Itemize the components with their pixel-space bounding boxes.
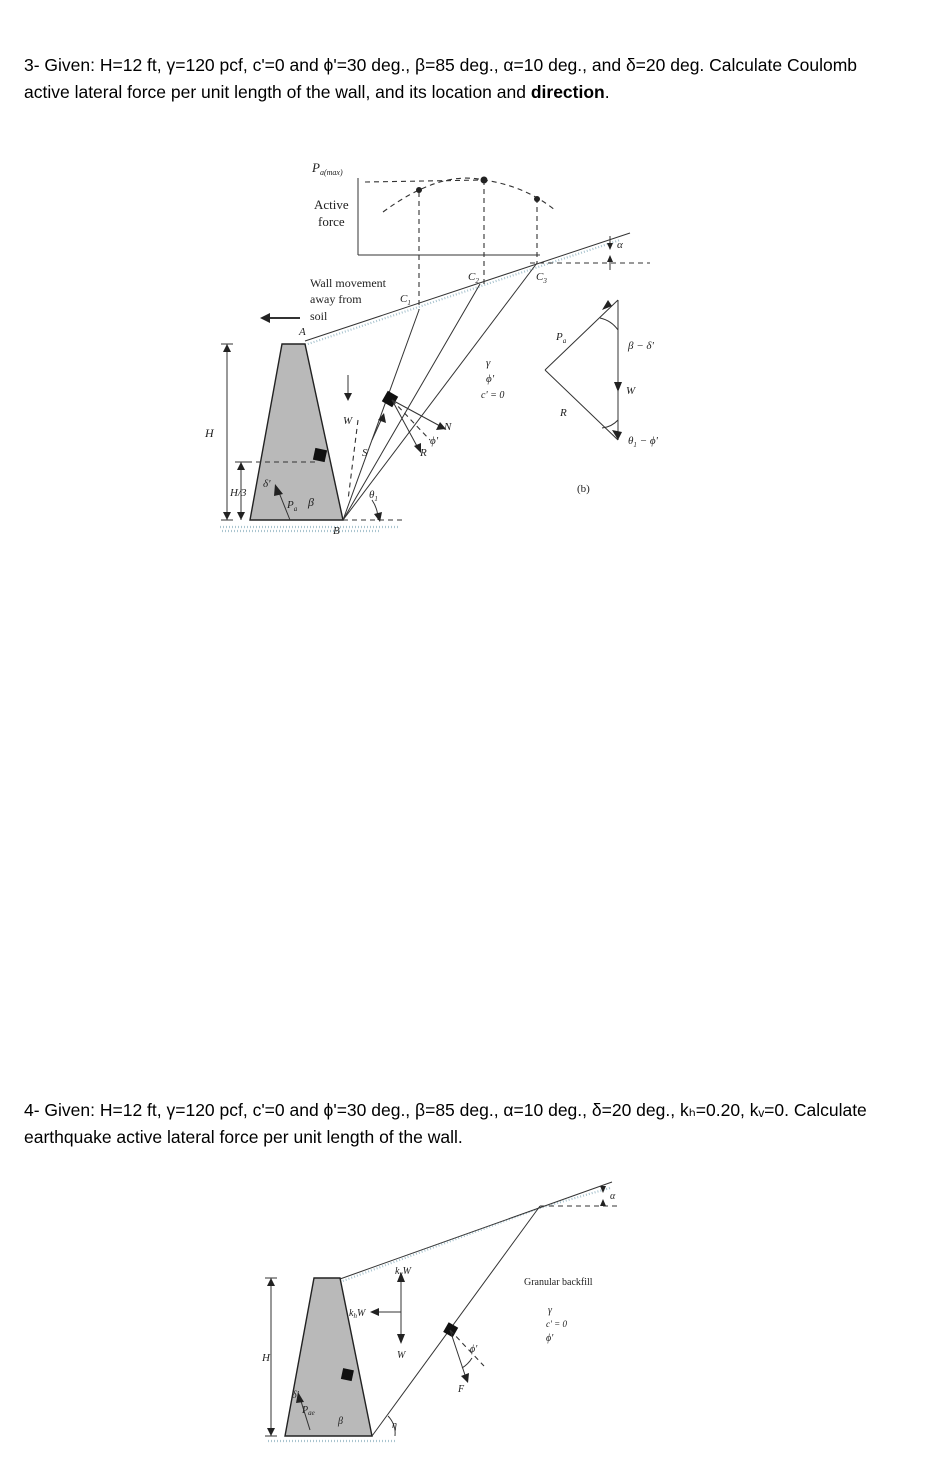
failure-plane-c1 (343, 310, 419, 520)
h-label: H (205, 426, 214, 440)
kvw-label: $k_vW$ (395, 1266, 411, 1278)
triangle-w-label: W (626, 385, 636, 397)
phi-soil-label-2: ϕ' (546, 1333, 554, 1344)
gamma-label-2: γ (548, 1305, 552, 1316)
w-label: W (343, 415, 353, 427)
beta-minus-delta-label: β − δ' (628, 340, 654, 352)
retaining-wall-2 (285, 1278, 372, 1436)
point-b-label: B (333, 525, 340, 537)
alpha-label: α (617, 239, 623, 251)
problem-3-text: 3- Given: H=12 ft, γ=120 pcf, c'=0 and ϕ'=30 deg., β=85 deg., α=10 deg., and δ=20 deg. Calculate Coulomb active lateral force per unit length of the wall, and its location and (24, 55, 858, 102)
problem-3-statement (24, 52, 904, 106)
backfill-surface-2 (340, 1182, 612, 1279)
f-label: F (458, 1384, 465, 1395)
w-label-2: W (397, 1350, 406, 1361)
gamma-label: γ (486, 357, 491, 369)
khw-label: $k_hW$ (349, 1308, 366, 1320)
active-force-curve (383, 178, 555, 212)
point-a-label: A (299, 326, 306, 338)
eta-label: η (392, 1420, 397, 1431)
phi-soil-label: ϕ' (486, 373, 495, 385)
phi-label: ϕ' (430, 435, 439, 447)
c-zero-label: c' = 0 (481, 390, 505, 401)
problem-4-statement: 4- Given: H=12 ft, γ=120 pcf, c'=0 and ϕ'=30 deg., β=85 deg., α=10 deg., δ=20 deg., kₕ=0.20, kᵥ=0. Calculate earthquake active lateral force per unit length of the wall. (24, 1100, 867, 1147)
c1-label: $C_1$ (400, 293, 411, 307)
problem-3-emphasis: direction (530, 82, 605, 102)
failure-plane-c2 (343, 284, 480, 520)
granular-backfill-label: Granular backfill (524, 1277, 593, 1288)
h-label-2: H (262, 1352, 270, 1364)
retaining-wall (250, 344, 343, 520)
pa-max-label: $P_{a(max)}$ (312, 160, 343, 177)
delta-label-2: δ' (292, 1390, 299, 1401)
wall-contact-block (313, 448, 327, 462)
pa-label: $P_a$ (287, 499, 298, 513)
caption-b: (b) (577, 483, 590, 495)
triangle-pa-label: $P_a$ (556, 331, 567, 345)
soil-label: soil (310, 309, 328, 323)
coulomb-wedge-figure (0, 150, 930, 550)
triangle-r-side (545, 370, 618, 440)
max-point-marker (481, 177, 488, 184)
c3-label: $C_3$ (536, 271, 547, 285)
c-zero-label-2: c' = 0 (546, 1319, 567, 1329)
theta-minus-phi-label: $\theta_1 - \phi'$ (628, 435, 658, 449)
s-label: S (362, 447, 368, 459)
c2-label: $C_2$ (468, 271, 479, 285)
wall-movement-label: Wall movement (310, 276, 387, 290)
wall-contact-block-2 (341, 1368, 354, 1381)
failure-plane (372, 1206, 540, 1436)
active-label: Active (314, 197, 349, 212)
pae-label: $P_{ae}$ (302, 1405, 315, 1417)
beta-label-2: β (338, 1416, 343, 1427)
theta1-label: $\theta_1$ (369, 489, 378, 503)
n-label: N (444, 421, 452, 433)
phi-label-2: ϕ' (470, 1344, 478, 1355)
beta-label: β (308, 495, 314, 509)
alpha-label-2: α (610, 1191, 616, 1202)
triangle-r-label: R (560, 407, 567, 419)
curve-point-1 (416, 187, 422, 193)
problem-3-end: . (604, 82, 610, 102)
r-label: R (420, 447, 427, 459)
away-from-label: away from (310, 292, 362, 306)
seismic-wedge-figure (0, 1170, 930, 1460)
curve-point-3 (534, 196, 540, 202)
failure-plane-c3 (343, 263, 537, 520)
h3-label: H/3 (230, 487, 247, 499)
force-label: force (318, 214, 345, 229)
delta-label: δ' (263, 478, 271, 490)
